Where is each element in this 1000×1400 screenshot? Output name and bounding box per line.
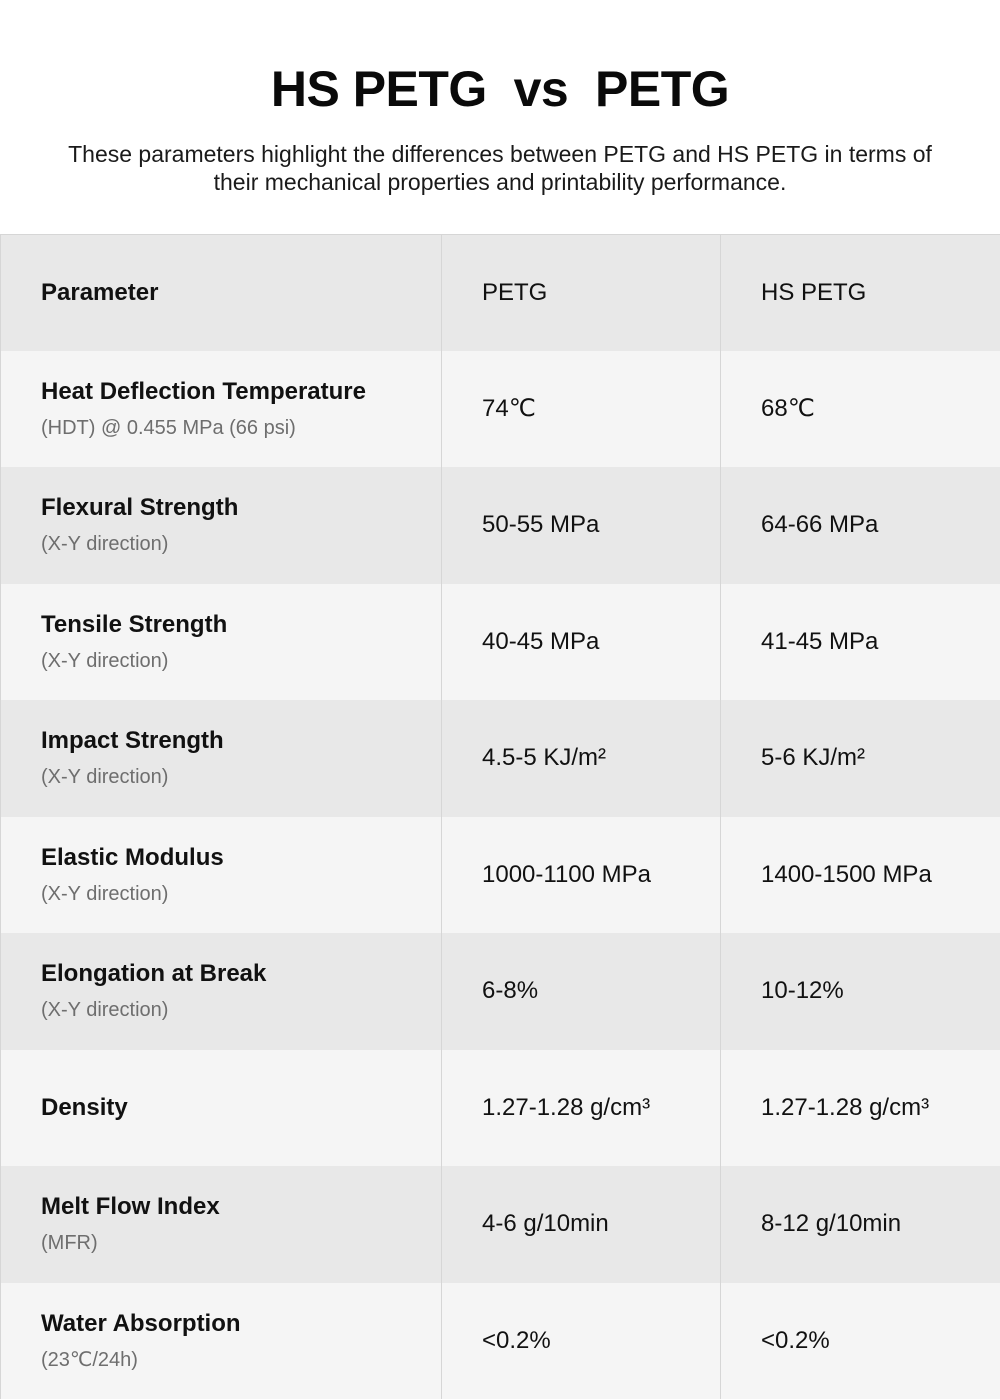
table-row	[1, 1166, 1000, 1283]
table-row	[1, 467, 1000, 584]
table-row	[1, 1050, 1000, 1167]
petg-value: 4.5-5 KJ/m²	[442, 700, 721, 817]
parameter-name: Flexural Strength	[41, 494, 239, 522]
parameter-name: Tensile Strength	[41, 610, 228, 638]
parameter-name: Melt Flow Index	[41, 1193, 220, 1221]
header-petg: PETG	[442, 235, 721, 351]
hs-petg-value: 5-6 KJ/m²	[721, 700, 1000, 817]
petg-value: <0.2%	[442, 1283, 721, 1400]
hs-petg-value: 1.27-1.28 g/cm³	[721, 1050, 1000, 1167]
table-row	[1, 933, 1000, 1050]
parameter-name: Water Absorption	[41, 1309, 241, 1337]
parameter-cell	[1, 933, 442, 1050]
petg-value: 4-6 g/10min	[442, 1166, 721, 1283]
parameter-cell	[1, 467, 442, 584]
petg-value: 50-55 MPa	[442, 467, 721, 584]
parameter-cell	[1, 1050, 442, 1167]
petg-value: 6-8%	[442, 933, 721, 1050]
parameter-note: (X-Y direction)	[41, 882, 169, 905]
header-hs-petg: HS PETG	[721, 235, 1000, 351]
header-parameter: Parameter	[1, 235, 442, 351]
parameter-note: (HDT) @ 0.455 MPa (66 psi)	[41, 416, 296, 439]
hs-petg-value: 68℃	[721, 351, 1000, 468]
parameter-cell	[1, 817, 442, 934]
parameter-note: (MFR)	[41, 1232, 98, 1255]
petg-value: 1.27-1.28 g/cm³	[442, 1050, 721, 1167]
table-row	[1, 700, 1000, 817]
hs-petg-value: 64-66 MPa	[721, 467, 1000, 584]
parameter-cell	[1, 700, 442, 817]
parameter-cell	[1, 1283, 442, 1400]
table-row	[1, 584, 1000, 701]
parameter-cell	[1, 351, 442, 468]
parameter-note: (X-Y direction)	[41, 766, 169, 789]
table-row	[1, 817, 1000, 934]
table-row	[1, 1283, 1000, 1400]
table-row	[1, 351, 1000, 468]
parameter-name: Elongation at Break	[41, 960, 267, 988]
petg-value: 40-45 MPa	[442, 584, 721, 701]
parameter-name: Impact Strength	[41, 727, 224, 755]
page-subtitle: These parameters highlight the differences between PETG and HS PETG in terms of their mechanical properties and printability performance.	[68, 141, 932, 195]
parameter-cell	[1, 1166, 442, 1283]
hs-petg-value: 10-12%	[721, 933, 1000, 1050]
parameter-note: (23℃/24h)	[41, 1348, 138, 1371]
parameter-note: (X-Y direction)	[41, 999, 169, 1022]
parameter-name: Density	[41, 1093, 128, 1121]
petg-value: 1000-1100 MPa	[442, 817, 721, 934]
table-header-row	[1, 235, 1000, 351]
page-title: HS PETG vs PETG	[270, 61, 730, 117]
hs-petg-value: 8-12 g/10min	[721, 1166, 1000, 1283]
parameter-name: Heat Deflection Temperature	[41, 377, 366, 405]
parameter-note: (X-Y direction)	[41, 533, 169, 556]
parameter-cell	[1, 584, 442, 701]
hs-petg-value: 41-45 MPa	[721, 584, 1000, 701]
parameter-note: (X-Y direction)	[41, 649, 169, 672]
comparison-table	[0, 234, 1000, 1399]
hs-petg-value: 1400-1500 MPa	[721, 817, 1000, 934]
page-header	[0, 0, 1000, 234]
hs-petg-value: <0.2%	[721, 1283, 1000, 1400]
petg-value: 74℃	[442, 351, 721, 468]
parameter-name: Elastic Modulus	[41, 843, 224, 871]
